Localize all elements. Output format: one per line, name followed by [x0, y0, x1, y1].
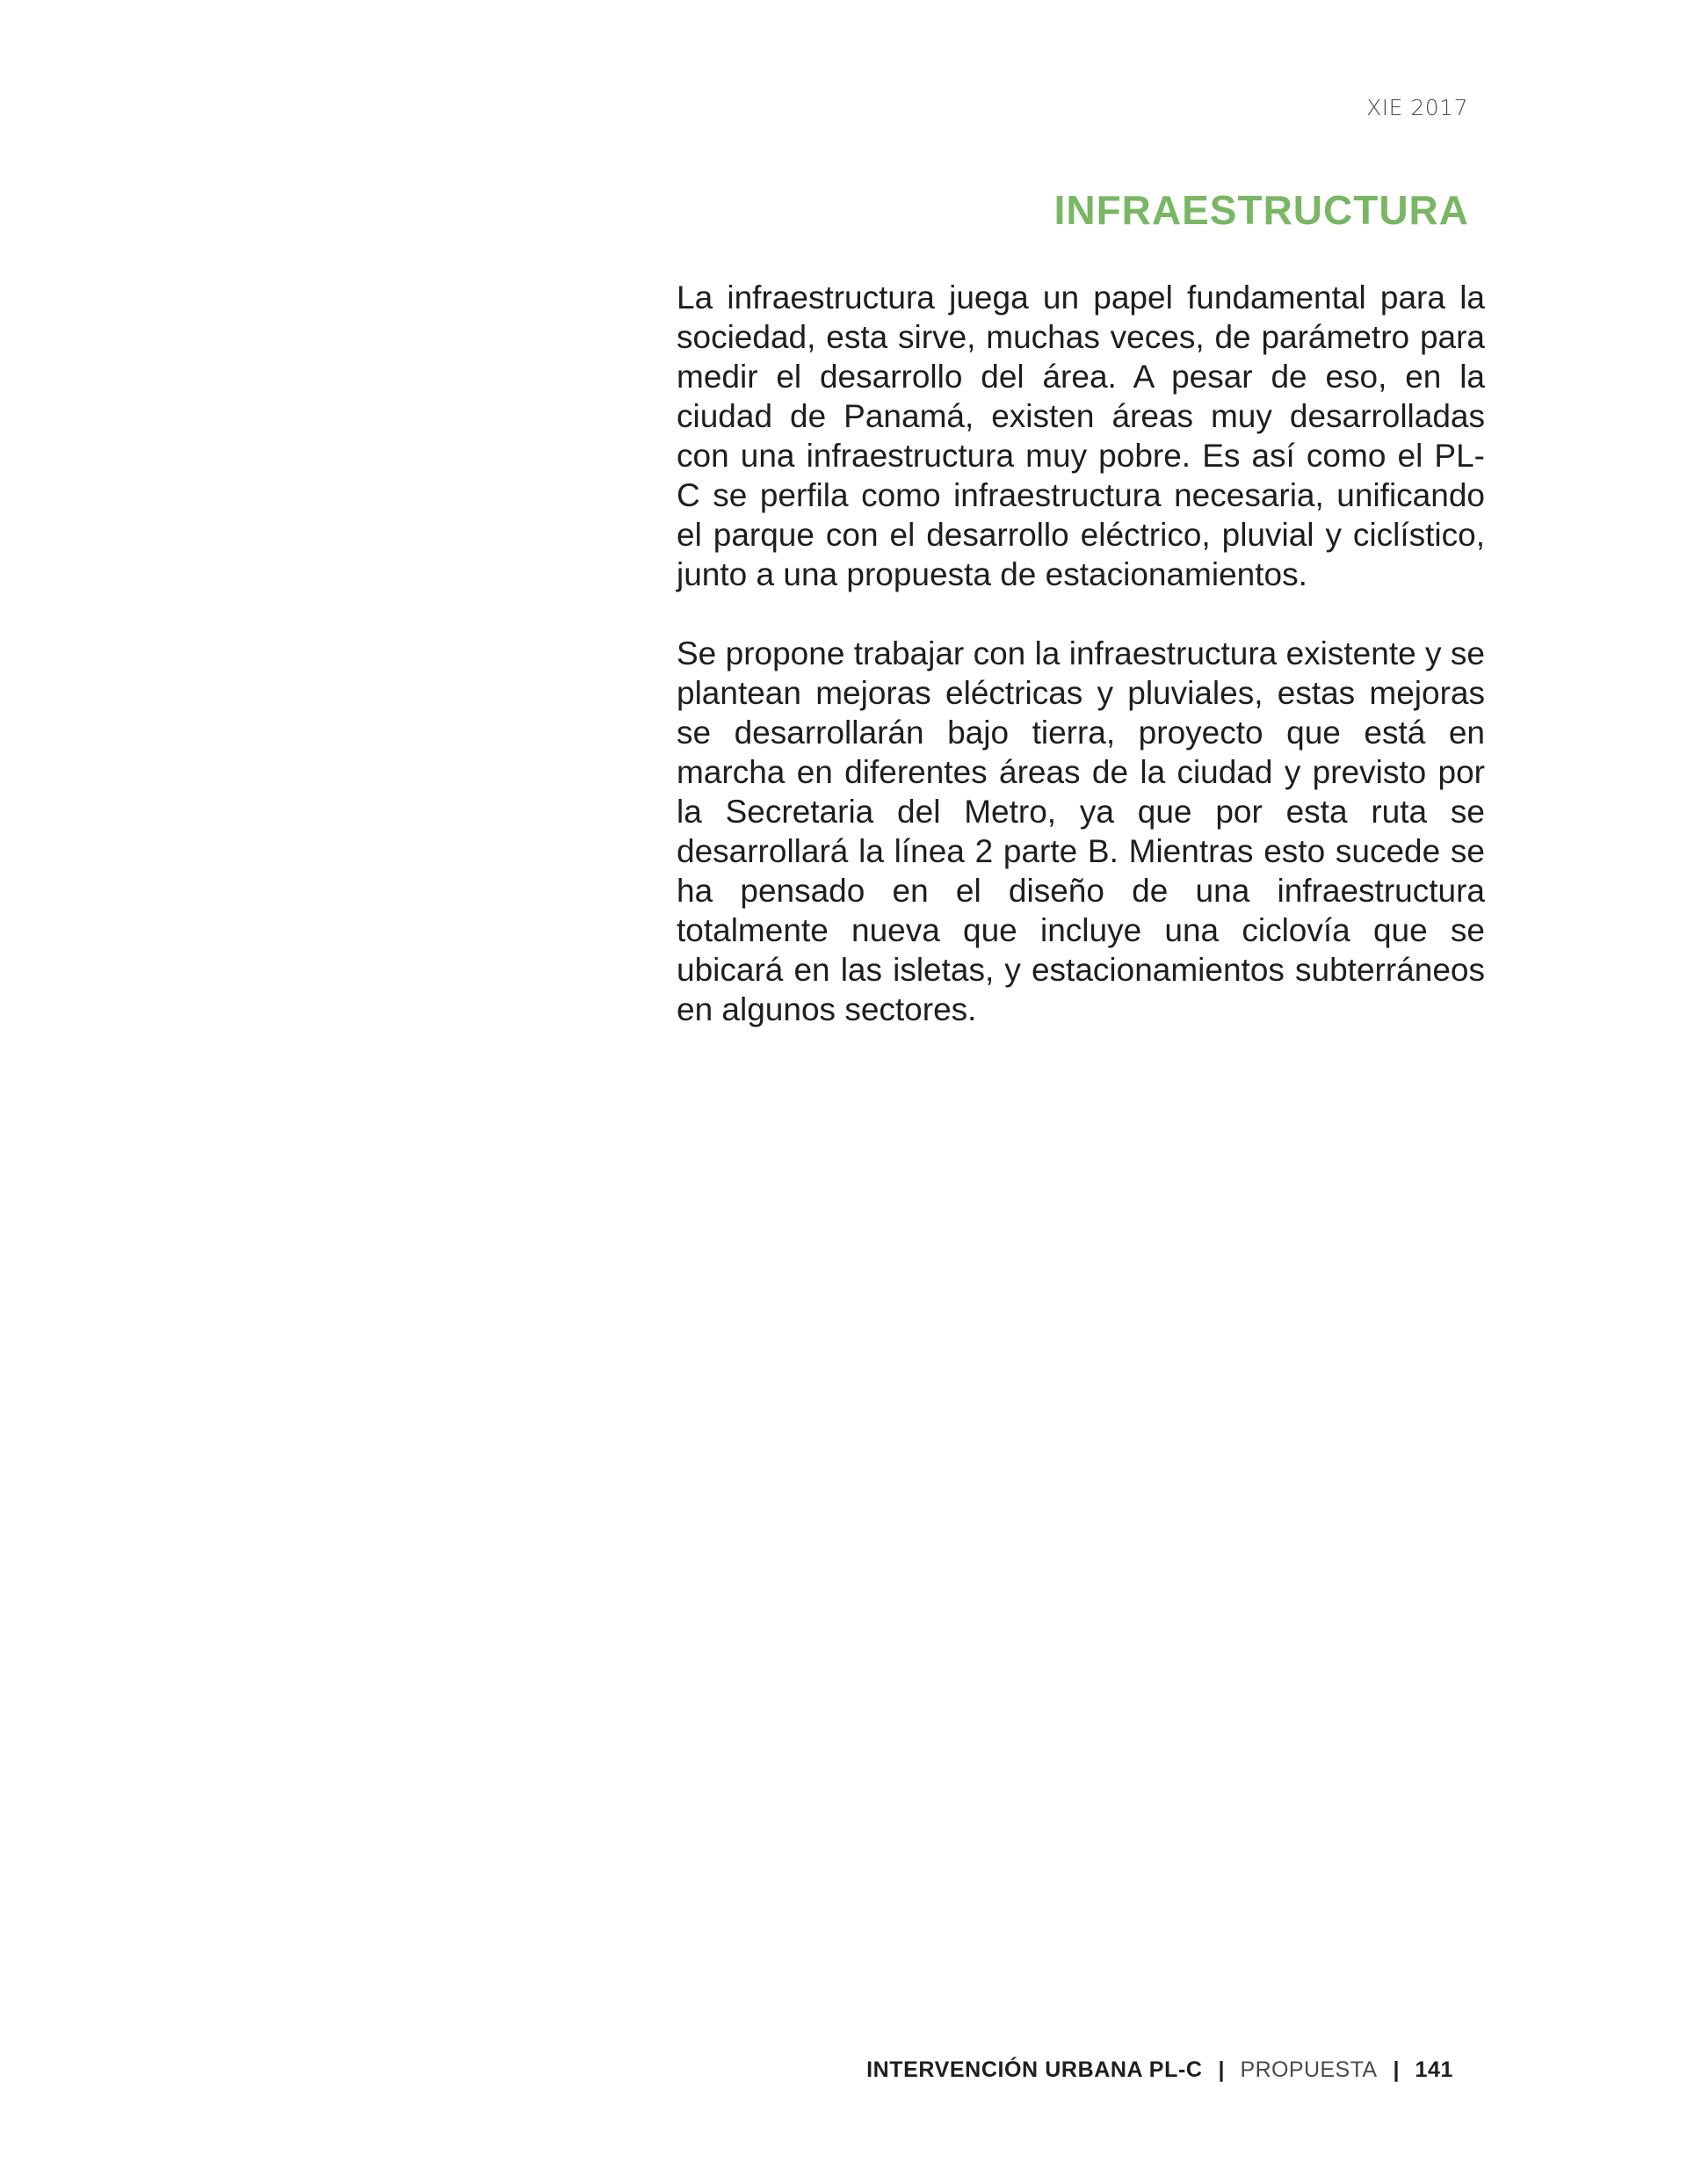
footer-separator: |	[1218, 2057, 1225, 2082]
footer-chapter: PROPUESTA	[1240, 2057, 1378, 2082]
body-paragraph-2: Se propone trabajar con la infraestructura existente y se plantean mejoras eléctricas y pluviales, estas mejoras se desarrollarán bajo tierra, proyecto que está en marcha en diferentes áreas de la ciudad y previsto por la Secretaria del Metro, ya que por esta ruta se desarrollará la línea 2 parte B. Mientras esto sucede se ha pensado en el diseño de una infraestructura totalmente nueva que incluye una ciclovía que se ubicará en las isletas, y estacionamientos subterráneos en algunos sectores.	[677, 635, 1485, 1027]
footer-project-title: INTERVENCIÓN URBANA PL-C	[866, 2057, 1203, 2082]
page-footer	[866, 2057, 1453, 2083]
body-paragraph-1: La infraestructura juega un papel fundamental para la sociedad, esta sirve, muchas veces, de parámetro para medir el desarrollo del área. A pesar de eso, en la ciudad de Panamá, existen áreas muy desarrolladas con una infraestructura muy pobre. Es así como el PL-C se perfila como infraestructura necesaria, unificando el parque con el desarrollo eléctrico, pluvial y ciclístico, junto a una propuesta de estacionamientos.	[677, 279, 1485, 592]
page-number: 141	[1415, 2057, 1453, 2082]
header-label: XIE 2017	[1366, 95, 1468, 120]
footer-separator: |	[1393, 2057, 1400, 2082]
section-title: INFRAESTRUCTURA	[1053, 187, 1469, 233]
